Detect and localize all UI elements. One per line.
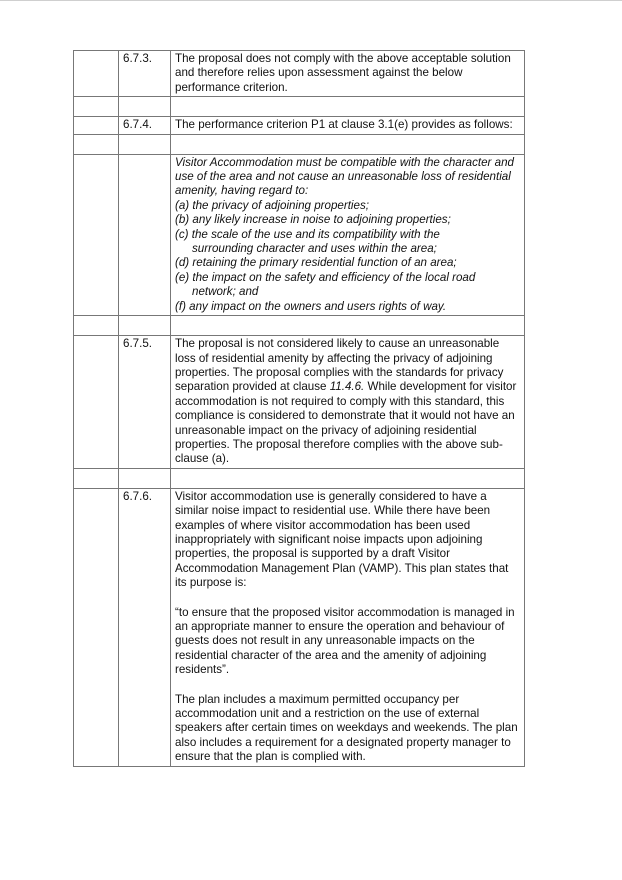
table-row (74, 117, 525, 134)
criterion-intro: Visitor Accommodation must be compatible with the character and use of the area and not cause an unreasonable loss of residential amenity, having regard to: (175, 155, 514, 198)
clause-text (171, 336, 525, 469)
paragraph: The proposal does not comply with the above acceptable solution and therefore relies upon assessment against the below performance criterion. (175, 52, 511, 94)
table-row (74, 154, 525, 315)
criterion-item: (f) any impact on the owners and users rights of way. (175, 299, 447, 313)
spacer-row (74, 134, 525, 154)
clause-reference: 11.4.6. (329, 380, 365, 394)
clause-number: 6.7.4. (119, 117, 171, 134)
table-row (74, 51, 525, 97)
criterion-item: (c) the scale of the use and its compatibility with the (175, 227, 440, 241)
text-segment: The proposal is not considered likely to cause an unreasonable loss of residential amenity by affecting the privacy of adjoining properties. The proposal complies with the standards for privacy separation provided at clause (175, 337, 504, 394)
paragraph: The performance criterion P1 at clause 3.1(e) provides as follows: (175, 118, 513, 132)
clause-text (171, 51, 525, 97)
assessment-table (73, 50, 525, 767)
paragraph: The plan includes a maximum permitted occupancy per accommodation unit and a restriction on the use of external speakers after certain times on weekdays and weekends. The plan also includes a requirement for a designated property manager to ensure that the plan is complied with. (175, 692, 518, 764)
criterion-item-continued: surrounding character and uses within the area; (192, 242, 437, 256)
performance-criterion-quote (171, 154, 525, 315)
paragraph (175, 337, 520, 467)
table-row (74, 488, 525, 766)
blank-cell (74, 488, 119, 766)
clause-number: 6.7.5. (119, 336, 171, 469)
blank-cell (74, 117, 119, 134)
blank-cell (74, 51, 119, 97)
criterion-item: (a) the privacy of adjoining properties; (175, 198, 369, 212)
blank-cell (74, 154, 119, 315)
spacer-row (74, 468, 525, 488)
blank-cell (119, 154, 171, 315)
criterion-item: (b) any likely increase in noise to adjoining properties; (175, 213, 451, 227)
clause-number: 6.7.3. (119, 51, 171, 97)
spacer-row (74, 97, 525, 117)
clause-text (171, 488, 525, 766)
vamp-purpose-quote: “to ensure that the proposed visitor accommodation is managed in an appropriate manner to ensure the operation and behaviour of guests does not result in any unreasonable impacts on the residential character of the area and the amenity of adjoining residents”. (175, 605, 515, 677)
criterion-item: (e) the impact on the safety and efficiency of the local road (175, 270, 476, 284)
clause-number: 6.7.6. (119, 488, 171, 766)
criterion-item-continued: network; and (192, 285, 259, 299)
table-row (74, 336, 525, 469)
spacer-row (74, 316, 525, 336)
text-segment: While development for visitor accommodation is not required to comply with this standard, this compliance is considered to demonstrate that it would not have an unreasonable impact on the privacy of adjoining residential properties. The proposal therefore complies with the above sub-clause (a). (175, 380, 517, 466)
page-top-edge (0, 0, 622, 1)
criterion-item: (d) retaining the primary residential function of an area; (175, 256, 457, 270)
clause-text (171, 117, 525, 134)
blank-cell (74, 336, 119, 469)
paragraph: Visitor accommodation use is generally considered to have a similar noise impact to residential use. While there have been examples of where visitor accommodation has been used inappropriately with significant noise impacts upon adjoining properties, the proposal is supported by a draft Visitor Accommodation Management Plan (VAMP). This plan states that its purpose is: (175, 489, 509, 590)
